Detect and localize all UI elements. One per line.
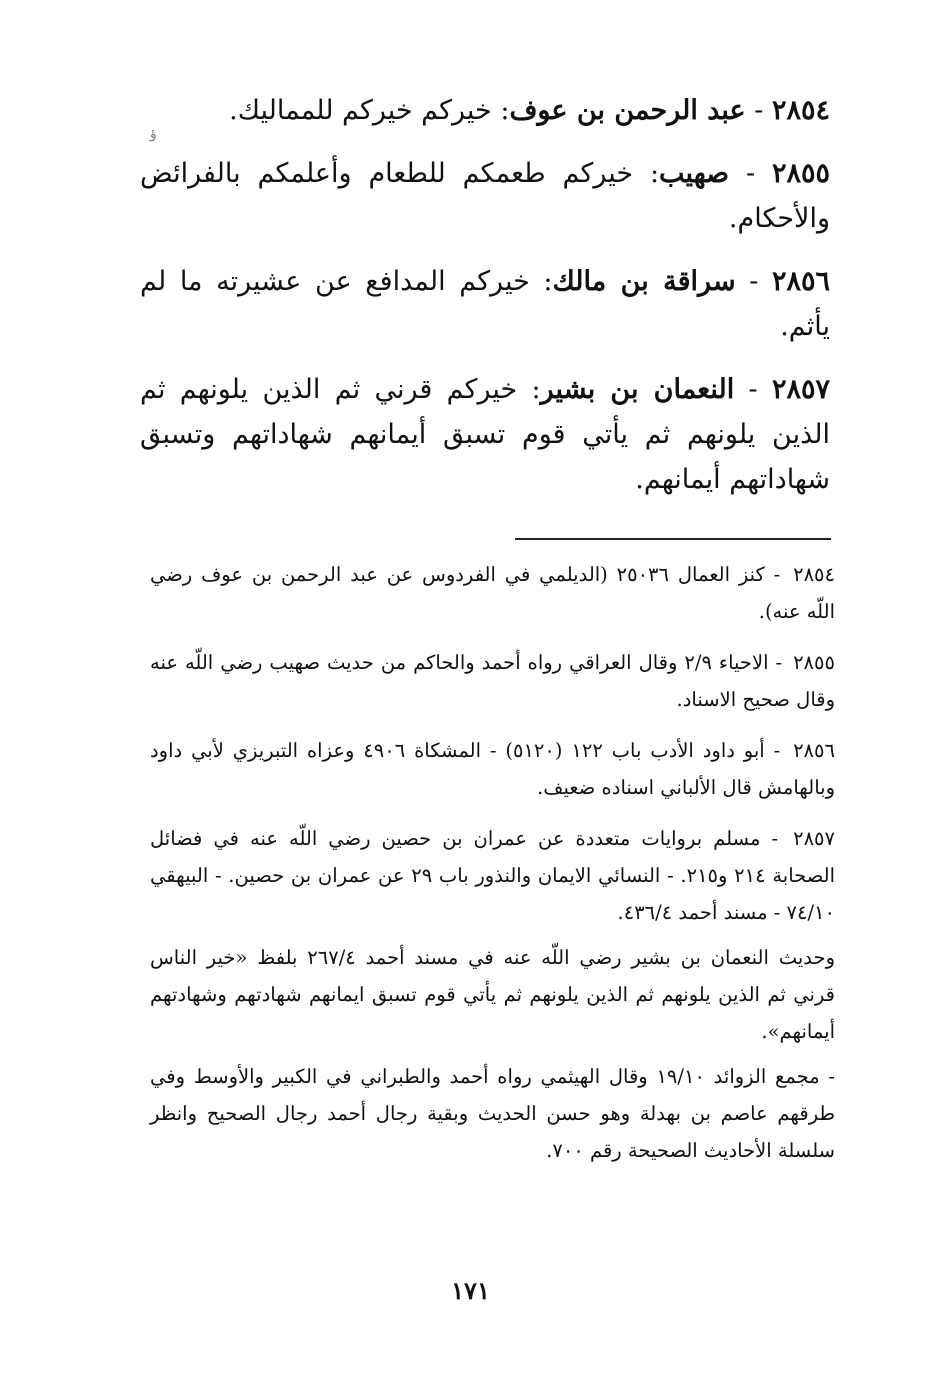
footnote-number: ٢٨٥٦ [793,739,835,762]
hadith-text: خيركم المدافع عن عشيرته ما لم يأثم. [140,266,830,342]
page-number: ١٧١ [451,1276,490,1305]
footnote-continuation: - مجمع الزوائد ١٩/١٠ وقال الهيثمي رواه أحمد والطبراني في الكبير والأوسط وفي طرقهم عاصم بن بهدلة وهو حسن الحديث وبقية رجال أحمد رجال الصحيح وانظر سلسلة الأحاديث الصحيحة رقم ٧٠٠. [150,1065,835,1162]
hadith-number: ٢٨٥٦ [771,266,830,297]
footnote-number: ٢٨٥٤ [793,563,835,586]
hadith-entry: ٢٨٥٤ - عبد الرحمن بن عوف: خيركم خيركم للمماليك. [229,95,830,126]
hadith-entry: ٢٨٥٧ - النعمان بن بشير: خيركم قرني ثم الذين يلونهم ثم الذين يلونهم ثم يأتي قوم تسبق أيمانهم شهاداتهم وتسبق شهاداتهم أيمانهم. [140,374,830,495]
hadith-number: ٢٨٥٧ [771,374,830,405]
hadith-text: خيركم خيركم للمماليك. [229,95,492,126]
footnote-number: ٢٨٥٥ [793,651,835,674]
footnote-text: الاحياء ٢/٩ وقال العراقي رواه أحمد والحاكم من حديث صهيب رضي اللّه عنه وقال صحيح الاسناد. [150,651,835,711]
hadith-number: ٢٨٥٤ [771,95,830,126]
footnote: ٢٨٥٤ - كنز العمال ٢٥٠٣٦ (الديلمي في الفردوس عن عبد الرحمن بن عوف رضي اللّه عنه). [150,563,835,623]
footnote-text: مسلم بروايات متعددة عن عمران بن حصين رضي اللّه عنه في فضائل الصحابة ٢١٤ و٢١٥. - النسائي الايمان والنذور باب ٢٩ عن عمران بن حصين. - البيهقي ٧٤/١٠ - مسند أحمد ٤٣٦/٤. [150,827,836,924]
margin-mark: ؤ [150,126,157,142]
footnote-text: أبو داود الأدب باب ١٢٢ (٥١٢٠) - المشكاة ٤٩٠٦ وعزاه التبريزي لأبي داود وبالهامش قال الألباني اسناده ضعيف. [150,739,835,799]
hadith-entry: ٢٨٥٥ - صهيب: خيركم طعمكم للطعام وأعلمكم بالفرائض والأحكام. [140,158,830,234]
footnote-divider [515,538,831,540]
footnote: ٢٨٥٧ - مسلم بروايات متعددة عن عمران بن حصين رضي اللّه عنه في فضائل الصحابة ٢١٤ و٢١٥. - النسائي الايمان والنذور باب ٢٩ عن عمران بن حصين. - البيهقي ٧٤/١٠ - مسند أحمد ٤٣٦/٤. [150,827,836,924]
footnotes [150,556,835,1183]
hadith-entries [140,88,830,520]
footnote: ٢٨٥٥ - الاحياء ٢/٩ وقال العراقي رواه أحمد والحاكم من حديث صهيب رضي اللّه عنه وقال صحيح الاسناد. [150,651,835,711]
hadith-number: ٢٨٥٥ [771,158,830,189]
hadith-text: خيركم طعمكم للطعام وأعلمكم بالفرائض والأحكام. [140,158,830,234]
narrator-name: صهيب [659,158,730,189]
narrator-name: عبد الرحمن بن عوف [509,95,746,126]
footnote: ٢٨٥٦ - أبو داود الأدب باب ١٢٢ (٥١٢٠) - المشكاة ٤٩٠٦ وعزاه التبريزي لأبي داود وبالهامش قال الألباني اسناده ضعيف. [150,739,835,799]
narrator-name: سراقة بن مالك [552,266,736,297]
footnote-text: كنز العمال ٢٥٠٣٦ (الديلمي في الفردوس عن عبد الرحمن بن عوف رضي اللّه عنه). [150,563,835,623]
hadith-entry: ٢٨٥٦ - سراقة بن مالك: خيركم المدافع عن عشيرته ما لم يأثم. [140,266,830,342]
hadith-text: خيركم قرني ثم الذين يلونهم ثم الذين يلونهم ثم يأتي قوم تسبق أيمانهم شهاداتهم وتسبق شهاداتهم أيمانهم. [140,374,830,495]
narrator-name: النعمان بن بشير [540,374,735,405]
footnote-number: ٢٨٥٧ [793,827,835,850]
footnote-continuation: وحديث النعمان بن بشير رضي اللّه عنه في مسند أحمد ٢٦٧/٤ بلفظ «خير الناس قرني ثم الذين يلونهم ثم الذين يلونهم ثم يأتي قوم تسبق ايمانهم شهادتهم وشهادتهم أيمانهم». [150,946,835,1043]
